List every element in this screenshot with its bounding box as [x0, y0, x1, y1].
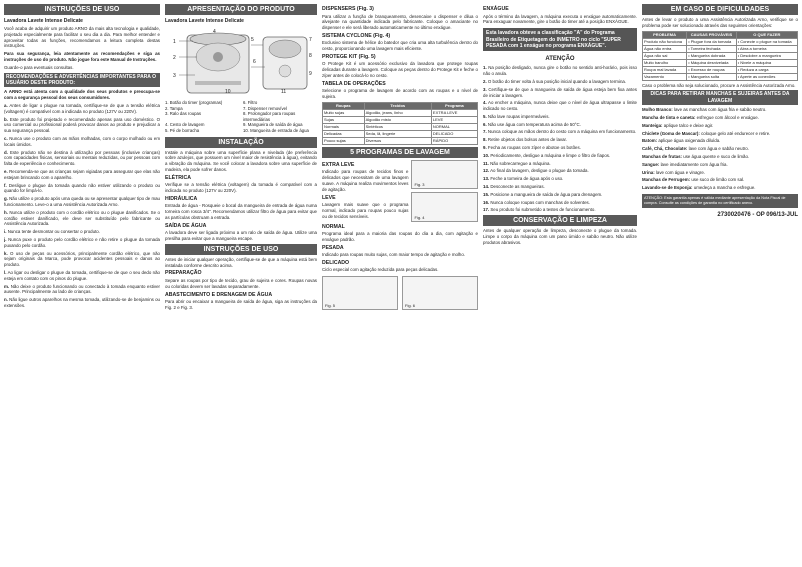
maintenance-text: Antes de qualquer operação de limpeza, desconecte o plugue da tomada. Limpe o corpo da máquina com um pano úmido e sabão neutro. Não utilize produtos abrasivos. — [483, 228, 637, 245]
table-header: PROBLEMA — [643, 31, 687, 38]
table-cell: • Reduza a carga — [736, 66, 797, 73]
table-cell: Delicadas — [323, 130, 365, 137]
part-item: 5. Pé de borracha — [165, 127, 200, 133]
safety-item: k. O uso de peças ou acessórios, principalmente cordão elétrico, que não sejam originais da Marca, pode provocar acidentes pessoais e danos ao produto. — [4, 250, 160, 268]
tip-item: Café, Chá, Chocolate: lave com água e sabão neutro. — [642, 146, 749, 152]
program-title: EXTRA LEVE — [322, 161, 355, 168]
document-code: 2730020476 - OP 096/13-JUL — [717, 211, 798, 218]
operations-table — [322, 102, 478, 145]
table-row — [323, 109, 478, 116]
table-cell: Água não entra — [643, 45, 687, 52]
attention-item: 1. Na posição desligado, nunca gire o botão no sentido anti-horário, pois isso não o anula. — [483, 65, 637, 77]
tips-list — [642, 107, 798, 191]
safety-item: l. Ao ligar ou desligar o plugue da tomada, certifique-se de que o seu dedo não esteja em contato com os pinos do plugue. — [4, 269, 160, 281]
part-item: 3. Ralo das roupas — [165, 111, 202, 117]
protege-text: O Protege Kit é um acessório exclusivo da lavadora que protege roupas delicadas durante a lavagem. Coloque as peças dentro do Protege Kit e feche o zíper antes de colocá-lo no cesto. — [322, 61, 478, 79]
table-cell: LEVE — [431, 116, 477, 123]
safety-item: f. Desligue o plugue da tomada quando não estiver utilizando o produto ou quando for limpá-lo. — [4, 182, 160, 194]
figure-image — [411, 160, 478, 189]
attention-item: 16. Nunca coloque roupas com manchas de solventes. — [483, 199, 590, 205]
table-header: Roupas — [323, 102, 365, 109]
figure-label: Fig. 5 — [325, 303, 336, 309]
safety-item: n. Não ligue outros aparelhos na mesma tomada, utilizando-se de benjamins ou extensões. — [4, 297, 160, 308]
part-item: 4. Cesto de lavagem — [165, 122, 205, 128]
tip-item: Manchas de Ferrugem: use suco de limão com sal. — [642, 177, 745, 183]
program-title: LEVE — [322, 194, 336, 201]
intro-end: Guarde-o para eventuais consultas. — [4, 64, 74, 70]
table-cell: • Excesso de roupas — [687, 66, 737, 73]
electric-text: Verifique se a tensão elétrica (voltagem) da tomada é compatível com a indicada no produto (127V ou 220V). — [165, 182, 317, 194]
program-text: Ciclo especial com agitação reduzida para peças delicadas. — [322, 267, 439, 273]
part-item: 9. Mangueira de saída de água — [243, 122, 303, 128]
attention-item: 8. Retire objetos dos bolsos antes de lavar. — [483, 137, 567, 143]
safety-item: h. Nunca utilize o produto com o cordão elétrico ou o plugue danificados. Se o cordão estiver danificado, ele deve ser substituído pelo fabricante ou Assistência Autorizada. — [4, 209, 160, 227]
tip-item: Manchas de frutas: use água quente e suco de limão. — [642, 153, 750, 159]
safety-lead: A ARNO está atenta com a qualidade dos seus produtos e preocupa-se com a segurança pessoal dos seus consumidores. — [4, 89, 160, 101]
rinse-title: ENXÁGUE — [483, 6, 509, 12]
supply-text: Para abrir ou encaixar a mangueira de saída de água, siga as instruções da Fig. 2 e Fig. 3. — [165, 299, 317, 310]
part-item: 6. Filtro — [243, 100, 258, 105]
intro-text: Você acaba de adquirir um produto ARNO da mais alta tecnologia e qualidade, projetado especialmente para facilitar o seu dia a dia. Para melhor entender e aproveitar todas as funções, recomendamos a leitura completa destas instruções. — [4, 26, 160, 49]
product-name-2: Lavadora Lavete Intense Delicate — [165, 18, 244, 24]
inmetro-highlight: Esta lavadora obteve a classificação "A" do Programa Brasileiro de Etiquetagem do INMETRO no ciclo "SUPER PESADA com 1 enxágue no programa ENXÁGUE". — [483, 28, 637, 51]
table-cell: Vazamento — [643, 73, 687, 80]
table-cell: Água não sai — [643, 52, 687, 59]
figure-label: Fig. 6 — [405, 303, 416, 309]
figures — [411, 160, 478, 222]
table-cell: • Plugue fora da tomada — [687, 38, 737, 45]
attention-item: 6. Não use água com temperatura acima de 50°C. — [483, 121, 581, 127]
attention-item: 11. Não sobrecarregue a máquina. — [483, 160, 551, 166]
attention-item: 2. O botão do timer volta à sua posição inicial quando a lavagem termina. — [483, 78, 627, 84]
callout-label: 10 — [225, 89, 231, 95]
table-row — [643, 38, 798, 45]
safety-item: a. Antes de ligar o plugue na tomada, certifique-se de que a tensão elétrica (voltagem) é compatível com a indicada no produto (127V ou 220V). — [4, 102, 160, 114]
table-cell: Algodão, jeans, linho — [364, 109, 431, 116]
callout-label: 4 — [213, 29, 216, 35]
electric-title: ELÉTRICA — [165, 174, 191, 181]
program-text: Indicado para roupas de tecidos finos e delicados que necessitam de uma lavagem suave. A máquina realiza movimentos leves de agitação. — [322, 169, 409, 192]
problems-intro: Antes de levar o produto a uma Assistência Autorizada Arno, verifique se o problema pode ser solucionado através das seguintes orientações: — [642, 17, 798, 28]
table-cell: Muito barulho — [643, 59, 687, 66]
table-cell: EXTRA LEVE — [431, 109, 477, 116]
attention-item: 4. Ao encher a máquina, nunca deixe que o nível de água ultrapasse o limite indicado no cesto. — [483, 100, 637, 112]
callout-label: 5 — [251, 37, 254, 43]
installation-header: INSTALAÇÃO — [165, 137, 317, 148]
column-troubleshooting — [642, 4, 798, 562]
table-row — [643, 73, 798, 80]
program-text: Lavagem mais suave que o programa normal, indicado para roupas pouco sujas ou de tecidos sensíveis. — [322, 202, 409, 219]
attention-item: 12. Ao final da lavagem, desligue o plugue da tomada. — [483, 168, 589, 174]
table-cell: Pouco sujas — [323, 137, 365, 144]
attention-item: 5. Não lave roupas impermeáveis. — [483, 113, 550, 119]
problems-note: Caso o problema não seja solucionado, procure a Assistência Autorizada Arno. — [642, 82, 796, 88]
safety-item: g. Não utilize o produto após uma queda ou se apresentar qualquer tipo de mau funcionamento. Leve-o a uma Assistência Autorizada Arno. — [4, 196, 160, 207]
table-cell: • Torneira fechada — [687, 45, 737, 52]
usage-text: Antes de iniciar qualquer operação, certifique-se de que a máquina está bem instalada conforme descrito acima. — [165, 256, 317, 268]
safety-item: b. Este produto foi projetado e recomendado apenas para uso doméstico. O uso comercial ou profissional poderá provocar danos ao produto e prejudicar a sua segurança pessoal. — [4, 116, 160, 134]
table-cell: Seda, lã, lingerie — [364, 130, 431, 137]
attention-item: 15. Posicione a mangueira de saída de água para drenagem. — [483, 191, 603, 197]
safety-item: j. Nunca puxe o produto pelo cordão elétrico e não retire o plugue da tomada puxando pelo cordão. — [4, 236, 160, 248]
callout-label: 6 — [253, 59, 256, 65]
prep-title: PREPARAÇÃO — [165, 270, 202, 277]
parts-list — [165, 100, 317, 134]
callout-label: 1 — [173, 39, 176, 45]
program-title: PESADA — [322, 244, 344, 251]
table-cell: NORMAL — [431, 123, 477, 130]
cyclone-text: Exclusivo sistema de hélice do batedor que cria uma alta turbulência dentro do cesto, proporcionando uma lavagem mais eficiente. — [322, 40, 478, 52]
part-item: 8. Prolongador para roupas intermediárias — [243, 111, 296, 122]
table-cell: • Mangueira dobrada — [687, 52, 737, 59]
drain-title: SAÍDA DE ÁGUA — [165, 222, 207, 229]
supply-title: ABASTECIMENTO E DRENAGEM DE ÁGUA — [165, 291, 273, 298]
table-cell: Sintéticos — [364, 123, 431, 130]
callout-label: 2 — [173, 55, 176, 61]
table-row — [323, 116, 478, 123]
dispenser-text: Para utilizar a função de branqueamento, desencaixe o dispenser e dilua o alvejante na quantidade indicada pelo fabricante. Coloque o amaciante no dispenser e ele será liberado automaticamente no último enxágue. — [322, 13, 478, 31]
column-intro — [4, 4, 160, 562]
table-row — [643, 52, 798, 59]
table-cell: Algodão misto — [364, 116, 431, 123]
safety-item: m. Não deixe o produto funcionando ou conectado à tomada enquanto estiver ausente. Principalmente ao lado de crianças. — [4, 283, 160, 295]
table-header: Programa — [431, 102, 477, 109]
safety-item: i. Nunca tente desmontar ou consertar o produto. — [4, 229, 100, 235]
table-cell: • Desdobre a mangueira — [736, 52, 797, 59]
table-header: O QUE FAZER — [736, 31, 797, 38]
safety-item: c. Nunca use o produto com as mãos molhadas, com o corpo molhado ou em locais úmidos. — [4, 135, 160, 147]
safety-item: d. Este produto não se destina à utilização por pessoas (inclusive crianças) com capacidades físicas, sensoriais ou mentais reduzidas, ou por pessoas com falta de experiência e conhecimento. — [4, 149, 160, 167]
attention-item: 10. Periodicamente, desligue a máquina e limpe o filtro de fiapos. — [483, 152, 611, 158]
table-header: Tecidos — [364, 102, 431, 109]
table-cell: Normais — [323, 123, 365, 130]
figure-row — [322, 276, 478, 310]
installation-text: Instale a máquina sobre uma superfície plana e nivelada (de preferência sobre azulejos, que possuem um nível maior de resistência à água), evitando a vibração da máquina. Se você colocar a lavadora sobre uma superfície de madeira, ela pode sofrer danos. — [165, 149, 317, 172]
figure-image — [402, 276, 478, 310]
part-item: 2. Tampa — [165, 105, 183, 111]
table-cell: Roupa mal lavada — [643, 66, 687, 73]
callout-label: 3 — [173, 73, 176, 79]
problems-table — [642, 31, 798, 81]
attention-list — [483, 65, 637, 213]
attention-item: 3. Certifique-se de que a mangueira de saída de água esteja bem fixa antes de iniciar a lavagem. — [483, 86, 637, 98]
washer-diagram — [165, 27, 317, 97]
part-item: 1. Botão do timer (programas) — [165, 100, 223, 105]
attention-item: 17. Seu produto foi submetido a testes de funcionamento. — [483, 207, 596, 213]
washer-illustration — [165, 27, 317, 97]
safety-header: RECOMENDAÇÕES E ADVERTÊNCIAS IMPORTANTES PARA O USUÁRIO DESTE PRODUTO: — [4, 73, 160, 88]
program-title: NORMAL — [322, 223, 345, 230]
attention-item: 9. Fecha as roupas com zíper e abotoe os botões. — [483, 145, 581, 151]
attention-item: 13. Feche a torneira de água após o uso. — [483, 176, 564, 182]
table-row — [323, 123, 478, 130]
program-row — [322, 160, 478, 222]
tip-item: Manteiga: aplique talco e deixe agir. — [642, 122, 714, 128]
maintenance-header: CONSERVAÇÃO E LIMPEZA — [483, 215, 637, 226]
tip-item: Sangue: lave imediatamente com água fria. — [642, 161, 728, 167]
table-row — [643, 45, 798, 52]
attention-header: ATENÇÃO — [483, 54, 637, 65]
callout-label: 11 — [281, 89, 287, 95]
warranty-fine-print: ATENÇÃO: Esta garantia apenas é válida mediante apresentação da Nota Fiscal de compra. Consulte as condições de garantia no certificado anexo. — [642, 194, 798, 208]
table-cell: Diversos — [364, 137, 431, 144]
table-cell: DELICADO — [431, 130, 477, 137]
tip-item: Chiclete (Goma de Mascar): coloque gelo até endurecer e retire. — [642, 130, 771, 136]
table-cell: • Abra a torneira — [736, 45, 797, 52]
figure-image — [411, 192, 478, 221]
table-row — [323, 137, 478, 144]
attention-item: 7. Nunca coloque as mãos dentro do cesto com a máquina em funcionamento. — [483, 129, 637, 135]
table-cell: Produto não funciona — [643, 38, 687, 45]
program-text: Programa ideal para a maioria das roupas do dia a dia, com agitação e enxágue padrão. — [322, 231, 478, 242]
safety-item: e. Recomenda-se que as crianças sejam vigiadas para assegurar que elas não estejam brincando com o aparelho. — [4, 168, 160, 180]
table-cell: Sujas — [323, 116, 365, 123]
table-header: CAUSAS PROVÁVEIS — [687, 31, 737, 38]
column-programs — [322, 4, 478, 562]
presentation-header: APRESENTAÇÃO DO PRODUTO — [165, 4, 317, 15]
callout-label: 8 — [309, 53, 312, 59]
program-text: Indicado para roupas muito sujas, com maior tempo de agitação e molho. — [322, 252, 466, 258]
table-cell: Muito sujas — [323, 109, 365, 116]
table-row — [323, 130, 478, 137]
figure-label: Fig. 4 — [414, 214, 425, 220]
column-presentation — [165, 4, 317, 562]
table-row — [643, 66, 798, 73]
instructions-header: INSTRUÇÕES DE USO — [4, 4, 160, 15]
operations-title: TABELA DE OPERAÇÕES — [322, 80, 386, 87]
figure-image — [322, 276, 398, 310]
tip-item: Urina: lave com água e vinagre. — [642, 169, 705, 175]
programs-header: 5 PROGRAMAS DE LAVAGEM — [322, 147, 478, 158]
table-cell: RÁPIDO — [431, 137, 477, 144]
table-cell: • Conecte o plugue na tomada — [736, 38, 797, 45]
figure-label: Fig. 3 — [414, 182, 425, 188]
protege-title: PROTEGE KIT (Fig. 5) — [322, 53, 376, 60]
product-name: Lavadora Lavete Intense Delicate — [4, 18, 83, 24]
cyclone-title: SISTEMA CYCLONE (Fig. 4) — [322, 32, 391, 39]
table-cell: • Aperte as conexões — [736, 73, 797, 80]
part-item: 10. Mangueira de entrada de água — [243, 127, 309, 133]
table-row — [643, 59, 798, 66]
hydraulic-text: Entrada de água - Rosqueie o bocal da mangueira de entrada de água numa torneira com rosca 3/4". Recomendamos utilizar filtro de água para evitar que as partículas obstruam a entrada. — [165, 203, 317, 220]
callout-label: 9 — [309, 71, 312, 77]
dispenser-title: DISPENSERS (Fig. 3) — [322, 6, 374, 12]
part-item: 7. Dispenser removível — [243, 105, 287, 111]
table-cell: • Máquina desnivelada — [687, 59, 737, 66]
column-attention — [483, 4, 637, 562]
attention-item: 14. Desconecte as mangueiras. — [483, 184, 545, 190]
tip-item: Molho Branco: lave as manchas com água fria e sabão neutro. — [642, 107, 767, 113]
prep-text: Separe as roupas por tipo de tecido, grau de sujeira e cores. Roupas novas ou coloridas devem ser lavadas separadamente. — [165, 277, 317, 289]
tip-item: Lavando-se de Esponja: umedeça a mancha e esfregue. — [642, 185, 756, 191]
hydraulic-title: HIDRÁULICA — [165, 195, 198, 202]
tip-item: Batom: aplique água oxigenada diluída. — [642, 138, 721, 144]
intro-bold: Para sua segurança, leia atentamente as recomendações e siga as instruções de uso do produto. Não jogue fora este Manual de Instruções. — [4, 51, 160, 62]
tips-header: DICAS PARA RETIRAR MANCHAS E SUJEIRAS ANTES DA LAVAGEM — [642, 90, 798, 105]
program-title: DELICADO — [322, 259, 350, 266]
rinse-text: Após o término da lavagem, a máquina executa o enxágue automaticamente. Para enxaguar novamente, gire o botão do timer até a posição ENXÁGUE. — [483, 13, 637, 25]
callout-label: 7 — [309, 37, 312, 43]
safety-list — [4, 103, 160, 309]
problems-header: EM CASO DE DIFICULDADES — [642, 4, 798, 15]
usage-header: INSTRUÇÕES DE USO — [165, 244, 317, 255]
table-cell: • Mangueira solta — [687, 73, 737, 80]
table-cell: • Nivele a máquina — [736, 59, 797, 66]
tip-item: Mancha de tinta e caneta: esfregue com álcool e enxágue. — [642, 115, 759, 120]
drain-text: A lavadora deve ser ligada próximo a um ralo de saída de água. Utilize uma presilha para evitar que a mangueira escape. — [165, 230, 317, 242]
operations-text: Selecione o programa de lavagem de acordo com as roupas e o nível de sujeira. — [322, 88, 478, 100]
